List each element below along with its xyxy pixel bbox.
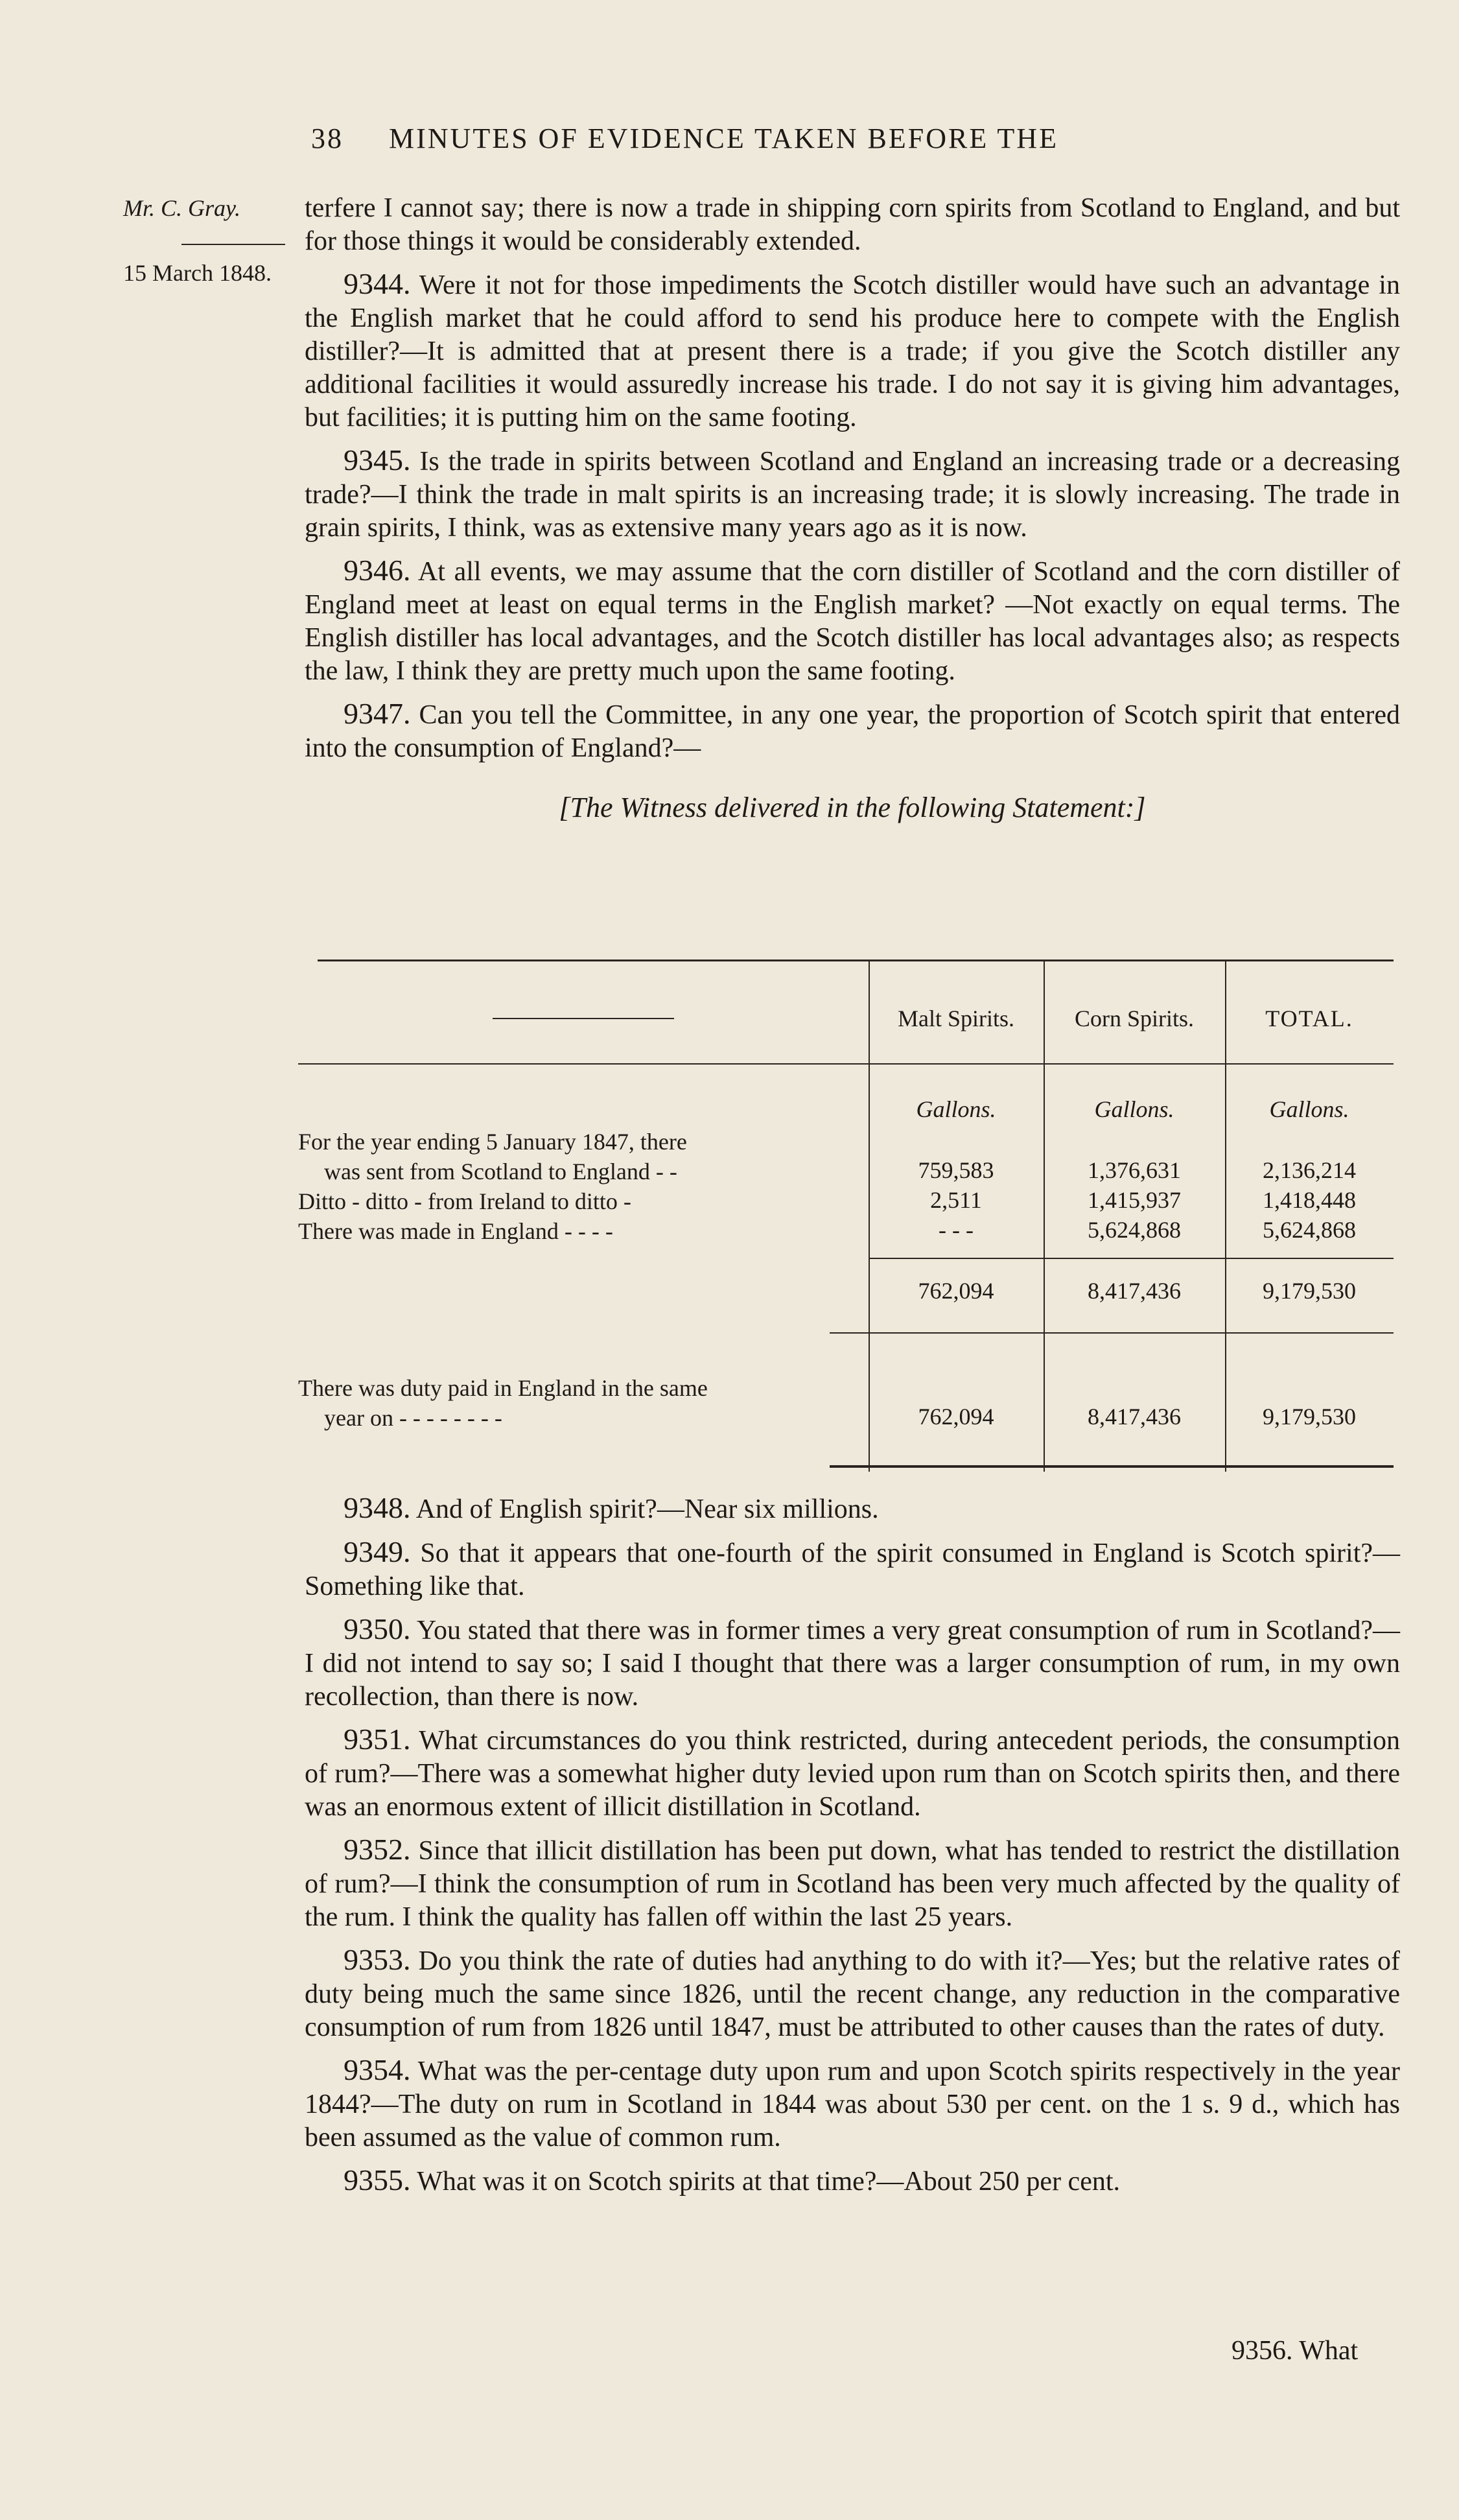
paragraph: 9347. Can you tell the Committee, in any one year, the proportion of Scotch spirit that entered into the consumption of England?—	[305, 697, 1400, 763]
paragraph: 9345. Is the trade in spirits between Scotland and England an increasing trade or a decreasing trade?—I think the trade in malt spirits is an increasing trade; it is slowly increasing. The trade in grain spirits, I think, was as extensive many years ago as it is now.	[305, 443, 1401, 543]
row-label: There was duty paid in England in the same	[298, 1375, 708, 1401]
paragraph: 9349. So that it appears that one-fourth of the spirit consumed in England is Scotch spirit?—Something like that.	[305, 1535, 1401, 1601]
page-number: 38	[311, 123, 344, 154]
statement-table	[298, 960, 1394, 1472]
header-dash	[493, 1018, 674, 1019]
subtotal-total: 9,179,530	[1263, 1278, 1356, 1304]
subtotal-malt: 762,094	[918, 1278, 994, 1304]
row-label: was sent from Scotland to England - -	[324, 1159, 677, 1184]
col-header-corn: Corn Spirits.	[1074, 1006, 1195, 1031]
paragraph: 9346. At all events, we may assume that the corn distiller of Scotland and the corn distiller of England meet at least on equal terms in the English market? —Not exactly on equal terms. The English distiller has local advantages, and the Scotch distiller has local advantages also; as respects the law, I think they are pretty much upon the same footing.	[305, 554, 1400, 686]
col-header-total: TOTAL.	[1265, 1006, 1353, 1031]
row-label: year on - - - - - - - -	[324, 1405, 502, 1431]
row-label: For the year ending 5 January 1847, there	[298, 1129, 687, 1155]
unit-corn: Gallons.	[1094, 1096, 1174, 1122]
unit-total: Gallons.	[1269, 1096, 1349, 1122]
col-header-malt: Malt Spirits.	[897, 1006, 1015, 1031]
page-header	[311, 122, 1238, 155]
witness-statement: [The Witness delivered in the following Statement:]	[559, 792, 1146, 823]
body-bottom	[305, 1491, 1400, 2208]
paragraph: 9354. What was the per-centage duty upon rum and upon Scotch spirits respectively in the year 1844?—The duty on rum in Scotland in 1844 was about 530 per cent. on the 1 s. 9 d., which has been assumed as the value of common rum.	[305, 2053, 1400, 2152]
cell-malt: 759,583	[918, 1157, 994, 1183]
cell-corn: 5,624,868	[1088, 1217, 1181, 1243]
body-top	[305, 192, 1400, 850]
cell-malt: 2,511	[930, 1187, 982, 1213]
row-label: Ditto - ditto - from Ireland to ditto -	[298, 1188, 631, 1214]
catchword: 9356. What	[1231, 2336, 1359, 2366]
margin-witness: Mr. C. Gray.	[123, 195, 241, 221]
paragraph: 9348. And of English spirit?—Near six millions.	[344, 1491, 879, 1524]
duty-corn: 8,417,436	[1088, 1404, 1181, 1430]
duty-total: 9,179,530	[1263, 1404, 1356, 1430]
paragraph: 9355. What was it on Scotch spirits at that time?—About 250 per cent.	[344, 2163, 1121, 2196]
paragraph: 9353. Do you think the rate of duties had anything to do with it?—Yes; but the relative rates of duty being much the same since 1826, until the recent change, any reduction in the comparative consumption of rum from 1826 until 1847, must be attributed to other causes than the rates of duty.	[305, 1943, 1400, 2042]
paragraph: 9344. Were it not for those impediments the Scotch distiller would have such an advantage in the English market that he could afford to send his produce here to compete with the English distiller?—It is admitted that at present there is a trade; if you give the Scotch distiller any additional facilities it would assuredly increase his trade. I do not say it is giving him advantages, but facilities; it is putting him on the same footing.	[305, 267, 1400, 432]
cell-total: 2,136,214	[1263, 1157, 1356, 1183]
subtotal-corn: 8,417,436	[1088, 1278, 1181, 1304]
cell-corn: 1,415,937	[1088, 1187, 1181, 1213]
margin-date: 15 March 1848.	[123, 260, 272, 286]
cell-malt: - - -	[939, 1217, 974, 1243]
paragraph: 9350. You stated that there was in former times a very great consumption of rum in Scotland?—I did not intend to say so; I said I thought that there was a larger consumption of rum, in my own recollection, than there is now.	[305, 1612, 1400, 1712]
paragraph: 9351. What circumstances do you think restricted, during antecedent periods, the consumption of rum?—There was a somewhat higher duty levied upon rum than on Scotch spirits then, and there was an enormous extent of illicit distillation in Scotland.	[305, 1723, 1400, 1822]
paragraph: 9352. Since that illicit distillation has been put down, what has tended to restrict the distillation of rum?—I think the consumption of rum in Scotland has been very much affected by the quality of the rum. I think the quality has fallen off within the last 25 years.	[305, 1833, 1400, 1932]
running-title: MINUTES OF EVIDENCE TAKEN BEFORE THE	[389, 123, 1058, 154]
paragraph: terfere I cannot say; there is now a trade in shipping corn spirits from Scotland to England, and but for those things it would be considerably extended.	[305, 193, 1400, 256]
cell-total: 1,418,448	[1263, 1187, 1356, 1213]
duty-malt: 762,094	[918, 1404, 994, 1430]
cell-corn: 1,376,631	[1088, 1157, 1181, 1183]
cell-total: 5,624,868	[1263, 1217, 1356, 1243]
margin-rule	[181, 244, 285, 245]
unit-malt: Gallons.	[916, 1096, 996, 1122]
row-label: There was made in England - - - -	[298, 1218, 613, 1244]
